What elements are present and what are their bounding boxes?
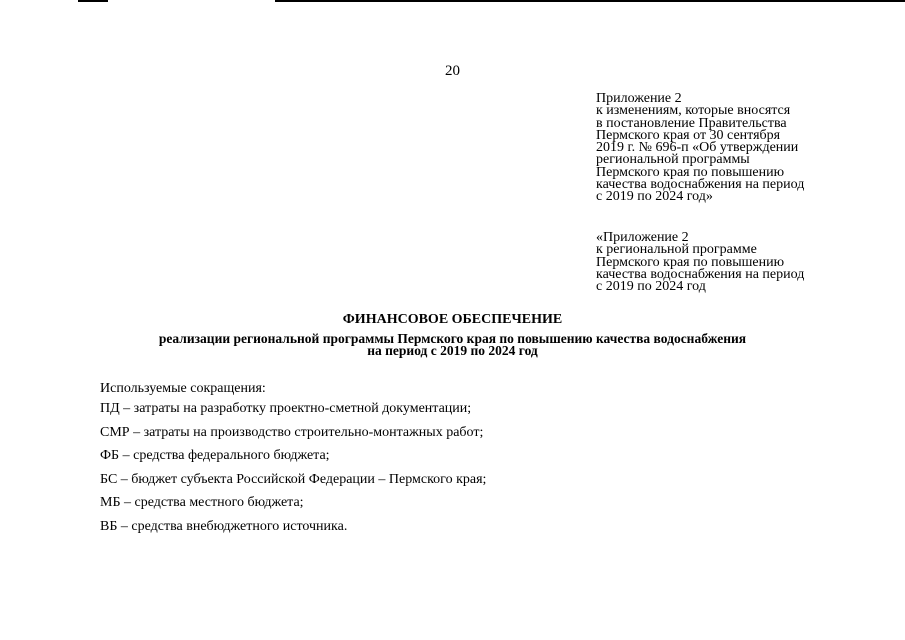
top-scan-border-right (275, 0, 905, 2)
abbreviation-item: БС – бюджет субъекта Российской Федерации – Пермского края; (100, 471, 487, 487)
appendix-program-line: с 2019 по 2024 год (596, 279, 706, 295)
appendix-program-line: качества водоснабжения на период (596, 266, 805, 282)
appendix-amendments-line: к изменениям, которые вносятся (596, 103, 791, 119)
top-scan-border-left (78, 0, 108, 2)
document-subtitle-line: реализации региональной программы Пермского края по повышению качества водоснабжения (158, 331, 747, 346)
appendix-amendments-line: 2019 г. № 696-п «Об утверждении (596, 140, 799, 156)
appendix-amendments-line: с 2019 по 2024 год» (596, 189, 713, 205)
abbreviations-heading: Используемые сокращения: (100, 381, 266, 396)
abbreviation-item: ВБ – средства внебюджетного источника. (100, 518, 348, 534)
appendix-amendments-line: Приложение 2 (596, 91, 682, 106)
document-title: ФИНАНСОВОЕ ОБЕСПЕЧЕНИЕ (342, 312, 563, 327)
appendix-program-line: к региональной программе (596, 242, 757, 258)
abbreviation-item: ФБ – средства федерального бюджета; (100, 448, 330, 463)
abbreviation-item: СМР – затраты на производство строительно-монтажных работ; (100, 424, 484, 440)
abbreviation-item: ПД – затраты на разработку проектно-сметной документации; (100, 401, 472, 416)
abbreviation-item: МБ – средства местного бюджета; (100, 495, 304, 510)
appendix-program-note (596, 232, 896, 293)
appendix-program-line: Пермского края по повышению (596, 254, 785, 270)
appendix-amendments-line: качества водоснабжения на период (596, 177, 805, 193)
document-subtitle (0, 333, 905, 357)
appendix-amendments-line: Пермского края от 30 сентября (596, 127, 781, 143)
appendix-amendments-line: Пермского края по повышению (596, 164, 785, 180)
page-number: 20 (445, 63, 460, 79)
appendix-amendments-line: региональной программы (596, 152, 750, 168)
appendix-amendments-note (596, 93, 896, 204)
document-subtitle-line: на период с 2019 по 2024 год (367, 343, 538, 358)
abbreviations-list (100, 400, 486, 541)
appendix-amendments-line: в постановление Правительства (596, 115, 787, 131)
appendix-program-line: «Приложение 2 (596, 230, 689, 245)
